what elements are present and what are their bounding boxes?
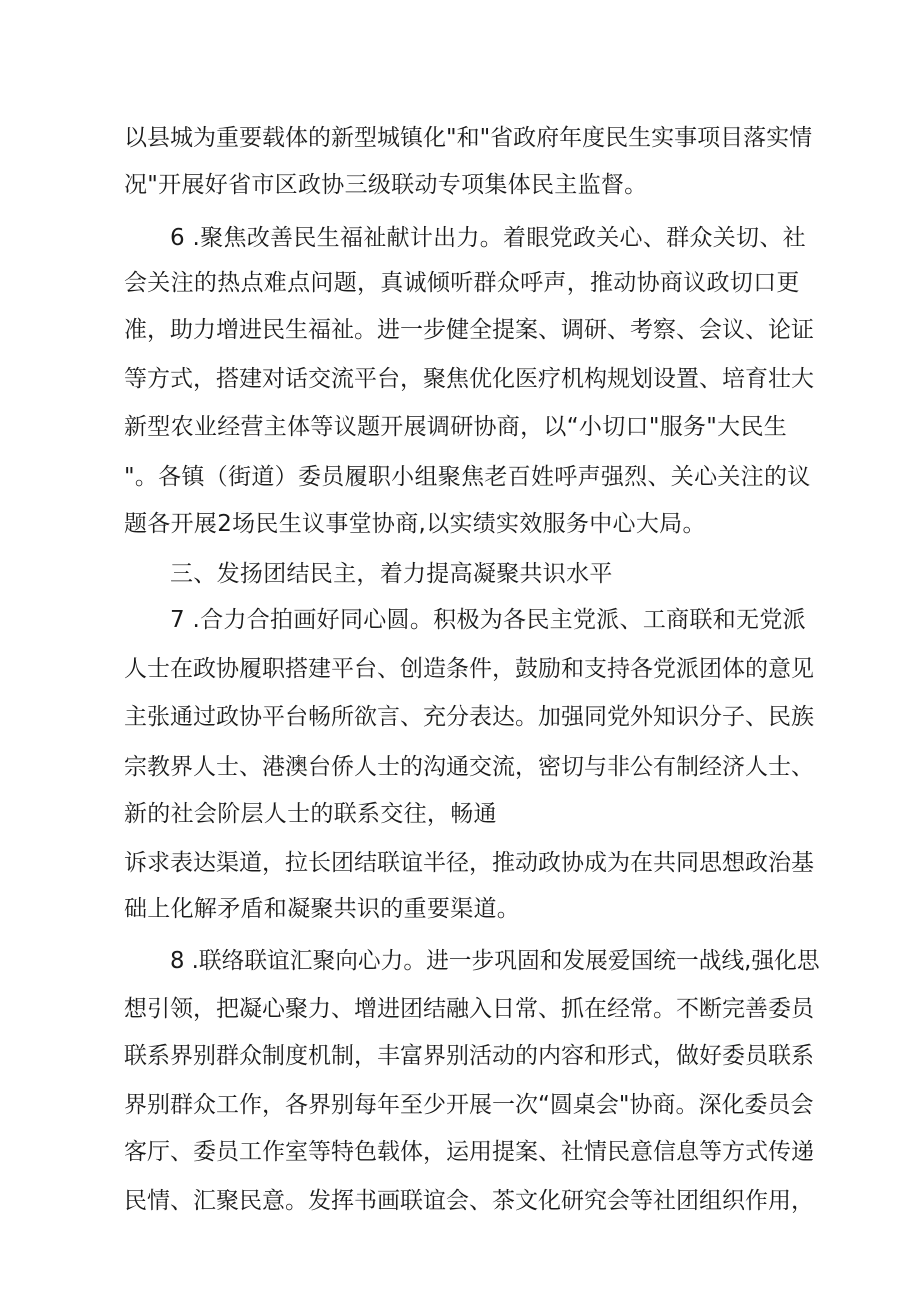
text-line: 界别群众工作，各界别每年至少开展一次“圆桌会"协商。深化委员会: [124, 1092, 814, 1118]
text-line: 础上化解矛盾和凝聚共识的重要渠道。: [124, 896, 521, 922]
text-line: 等方式，搭建对话交流平台，聚焦优化医疗机构规划设置、培育壮大: [124, 366, 814, 392]
section-heading: 三、发扬团结民主，着力提高凝聚共识水平: [170, 561, 613, 587]
text-line: 想引领，把凝心聚力、增进团结融入日常、抓在经常。不断完善委员: [124, 996, 814, 1022]
text-line: 新型农业经营主体等议题开展调研协商，以“小切口"服务"大民生: [124, 414, 788, 440]
paragraph-7-heading-line: 7 .合力合拍画好同心圆。积极为各民主党派、工商联和无党派: [170, 607, 806, 633]
text-line: 况"开展好省市区政协三级联动专项集体民主监督。: [124, 172, 648, 198]
text-line: 民情、汇聚民意。发挥书画联谊会、茶文化研究会等社团组织作用，: [124, 1188, 814, 1214]
text-line: 主张通过政协平台畅所欲言、充分表达。加强同党外知识分子、民族: [124, 704, 814, 730]
text-line: 宗教界人士、港澳台侨人士的沟通交流，密切与非公有制经济人士、: [124, 754, 814, 780]
paragraph-6-heading-line: 6 .聚焦改善民生福祉献计出力。着眼党政关心、群众关切、社: [170, 225, 806, 251]
text-line: 联系界别群众制度机制，丰富界别活动的内容和形式，做好委员联系: [124, 1043, 814, 1069]
text-line: 客厅、委员工作室等特色载体，运用提案、社情民意信息等方式传递: [124, 1139, 814, 1165]
paragraph-8-heading-line: 8 .联络联谊汇聚向心力。进一步巩固和发展爱国统一战线,强化思: [170, 948, 820, 974]
text-line: 人士在政协履职搭建平台、创造条件，鼓励和支持各党派团体的意见: [124, 656, 814, 682]
text-line: 诉求表达渠道，拉长团结联谊半径，推动政协成为在共同思想政治基: [124, 850, 814, 876]
text-line: 会关注的热点难点问题，真诚倾听群众呼声，推动协商议政切口更: [124, 270, 800, 296]
text-line: 准，助力增进民生福祉。进一步健全提案、调研、考察、会议、论证: [124, 317, 814, 343]
text-line: 以县城为重要载体的新型城镇化"和"省政府年度民生实事项目落实情: [124, 125, 813, 151]
text-line: 新的社会阶层人士的联系交往，畅通: [124, 801, 497, 827]
text-line: 题各开展2场民生议事堂协商,以实绩实效服务中心大局。: [124, 511, 706, 537]
text-line: "。各镇（街道）委员履职小组聚焦老百姓呼声强烈、关心关注的议: [124, 464, 811, 490]
